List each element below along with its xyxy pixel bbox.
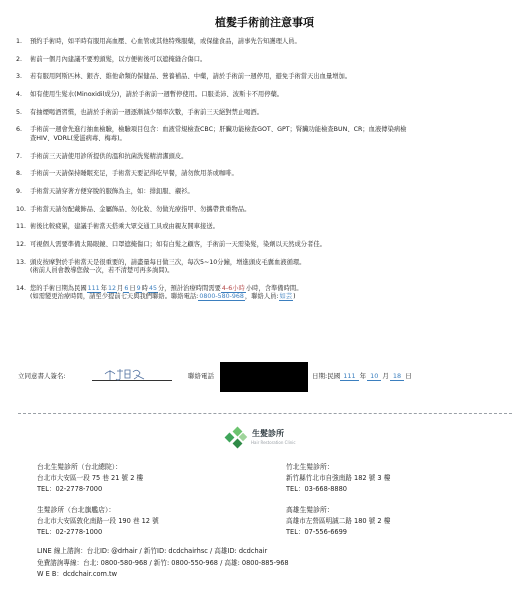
surgery-hour-field[interactable]: 9 bbox=[136, 284, 141, 292]
list-item bbox=[16, 38, 521, 47]
item-number: 4. bbox=[16, 91, 23, 99]
document-title: 植髮手術前注意事項 bbox=[215, 16, 314, 29]
year-unit: 年 bbox=[359, 372, 367, 380]
month-unit: 月 bbox=[382, 372, 389, 380]
item-number: 14. bbox=[16, 284, 27, 292]
item-text: 術後比較疲累，建議手術當天搭乘大眾交通工具或由親友開車接送。 bbox=[30, 223, 219, 231]
item-number: 1. bbox=[16, 38, 23, 45]
branch-tel: TEL：02-2778-1000 bbox=[37, 528, 103, 536]
branch-kaohsiung bbox=[286, 505, 390, 538]
list-item bbox=[16, 126, 521, 143]
duration-field[interactable]: 4-6小時 bbox=[221, 284, 245, 292]
list-item bbox=[16, 153, 521, 162]
website[interactable]: W E B：dcdchair.com.tw bbox=[37, 570, 118, 578]
clinic-logo-icon bbox=[224, 424, 248, 452]
list-item bbox=[16, 241, 521, 250]
item-text: 如有使用生髮水(Minoxidil成分)，請於手術前一週暫停使用。口服柔沛、波斯卡不用停藥。 bbox=[30, 91, 284, 99]
item-text: 手術前三天請使用診所提供的溫和抗菌洗髮精清潔頭皮。 bbox=[30, 152, 188, 160]
item-text: 術前一個月內建議不要剪頭髮，以方便術後可以遮掩縫合傷口。 bbox=[30, 55, 207, 63]
handwritten-signature bbox=[102, 365, 148, 383]
item-number: 11. bbox=[16, 223, 27, 231]
sign-date bbox=[312, 366, 413, 386]
item-number: 12. bbox=[16, 241, 27, 249]
clinic-logo bbox=[224, 424, 344, 454]
branch-tel: TEL：03-668-8880 bbox=[286, 485, 347, 493]
contact-phone-field[interactable]: 0800-580-968 bbox=[199, 293, 244, 301]
change-notice-prefix: (如需變更治療時間，請至少提前七天與我們聯絡。聯絡電話: bbox=[30, 293, 199, 301]
list-item bbox=[16, 170, 521, 179]
day-unit: 日 bbox=[405, 372, 412, 380]
branch-tel: TEL：02-2778-7000 bbox=[37, 485, 103, 493]
line-contact: LINE 線上諮詢：台北ID: @drhair / 新竹ID: dcdchairhsc / 高雄ID: dcdchair bbox=[37, 547, 268, 555]
contact-phone-label: 聯絡電話 bbox=[188, 372, 214, 380]
sign-month-field[interactable]: 10 bbox=[367, 372, 381, 381]
item-number: 8. bbox=[16, 170, 23, 178]
sign-year-field[interactable]: 111 bbox=[340, 372, 358, 381]
list-item bbox=[16, 223, 521, 232]
day-unit: 日 bbox=[129, 284, 136, 292]
list-item bbox=[16, 109, 521, 118]
surgery-date-item bbox=[16, 285, 521, 302]
item-number: 6. bbox=[16, 126, 23, 134]
list-item bbox=[16, 73, 521, 82]
item-number: 13. bbox=[16, 258, 27, 266]
clinic-name: 生髮診所 bbox=[252, 429, 284, 438]
duration-suffix: 小時，含準備時間。 bbox=[245, 284, 303, 292]
signature-row bbox=[18, 366, 518, 386]
contact-person-field[interactable]: 如芸 bbox=[279, 293, 293, 301]
item-number: 9. bbox=[16, 188, 23, 195]
item-number: 10. bbox=[16, 205, 27, 213]
branch-address: 高雄市左營區明誠二路 180 號 2 樓 bbox=[286, 517, 391, 525]
item-text: 手術當天請穿著方便穿脫的服飾為主，如：排釦服、襯衫。 bbox=[30, 188, 194, 195]
branch-taipei-main bbox=[37, 462, 143, 495]
signer-label: 立同意書人簽名: bbox=[18, 372, 66, 380]
hour-unit: 時 bbox=[141, 284, 148, 292]
item-text: 手術當天請勿配戴飾品、金屬飾品、勿化妝、勿做光療指甲、勿攜帶貴重物品。 bbox=[30, 205, 251, 213]
item-text: 預約手術時，如平時有服用高血壓、心血管或其他特殊服藥，或保健食品，請事先告知護理人員。 bbox=[30, 38, 301, 45]
notice-list bbox=[16, 38, 521, 311]
branch-zhubei bbox=[286, 462, 390, 495]
item-text: 手術前一週會先進行抽血檢驗，檢驗項目包含：血液常規檢查CBC；肝臟功能檢查GOT、GPT；腎臟功能檢查BUN、CR；血液傳染病檢 查HIV、VDRL(愛滋病毒、梅毒)。 bbox=[30, 126, 407, 142]
minute-unit: 分，預計治療時間需要 bbox=[157, 284, 221, 292]
item-text: 有抽煙喝酒習慣，也請於手術前一週逐漸減少頻率次數，手術前三天絕對禁止喝酒。 bbox=[30, 108, 263, 116]
hotline: 免費諮詢專線：台北: 0800-580-968 / 新竹: 0800-550-968 / 高雄: 0800-885-968 bbox=[37, 558, 289, 567]
item-text: 可視個人需要準備太陽眼鏡、口罩遮掩傷口；如有白髮之顧客，手術前一天需染髮，染劑以天然成分者佳。 bbox=[30, 241, 326, 249]
branch-tel: TEL：07-556-6699 bbox=[286, 528, 347, 536]
month-unit: 月 bbox=[117, 284, 124, 292]
list-item bbox=[16, 91, 521, 100]
closing-paren: ) bbox=[293, 293, 296, 301]
branch-address: 新竹縣竹北市自強南路 182 號 3 樓 bbox=[286, 474, 391, 482]
branch-name: 生髮診所（台北旗艦店）： bbox=[37, 506, 116, 514]
redacted-phone-block bbox=[220, 362, 308, 392]
item-number: 3. bbox=[16, 73, 23, 81]
surgery-year-field[interactable]: 111 bbox=[87, 284, 100, 292]
list-item bbox=[16, 259, 521, 276]
section-divider bbox=[18, 413, 512, 414]
list-item bbox=[16, 56, 521, 65]
sign-day-field[interactable]: 18 bbox=[390, 372, 404, 381]
surgery-date-prefix: 您的手術日期為民國 bbox=[30, 284, 87, 292]
branch-address: 台北市大安區敦化南路一段 190 巷 12 號 bbox=[37, 517, 159, 525]
item-number: 5. bbox=[16, 108, 23, 116]
branch-name: 竹北生髮診所： bbox=[286, 463, 334, 471]
item-text bbox=[30, 285, 521, 302]
branch-address: 台北市大安區一段 75 巷 21 號 2 樓 bbox=[37, 474, 144, 482]
branch-taipei-flagship bbox=[37, 505, 159, 538]
surgery-day-field[interactable]: 6 bbox=[124, 284, 129, 292]
branch-name: 高雄生髮診所： bbox=[286, 506, 334, 514]
contact-footer bbox=[37, 546, 289, 581]
clinic-subtitle: Hair Restoration Clinic bbox=[251, 440, 296, 445]
surgery-month-field[interactable]: 12 bbox=[108, 284, 117, 292]
item-number: 2. bbox=[16, 55, 23, 63]
item-text: 手術前一天請保持睡眠充足，手術當天要記得吃早餐，請勿飲用茶或咖啡。 bbox=[30, 170, 238, 178]
year-unit: 年 bbox=[100, 284, 107, 292]
list-item bbox=[16, 188, 521, 197]
surgery-minute-field[interactable]: 45 bbox=[148, 284, 157, 292]
branch-name: 台北生髮診所（台北總院）： bbox=[37, 463, 122, 471]
item-text: 若有服用阿斯匹林、銀杏、維他命類的保健品、營養補品、中藥，請於手術前一週停用，避免手術當天出血量增加。 bbox=[30, 73, 352, 81]
list-item bbox=[16, 206, 521, 215]
item-text: 頭皮按摩對於手術當天是很重要的，請盡量每日做三次，每次5~10分鐘，增進頭皮毛囊血液循環。 (術前人員會教導您做一次，若不清楚可再多詢問)。 bbox=[30, 258, 306, 275]
date-label: 日期:民國 bbox=[312, 372, 341, 380]
item-number: 7. bbox=[16, 152, 23, 160]
contact-person-label: ，聯絡人員: bbox=[244, 293, 279, 301]
